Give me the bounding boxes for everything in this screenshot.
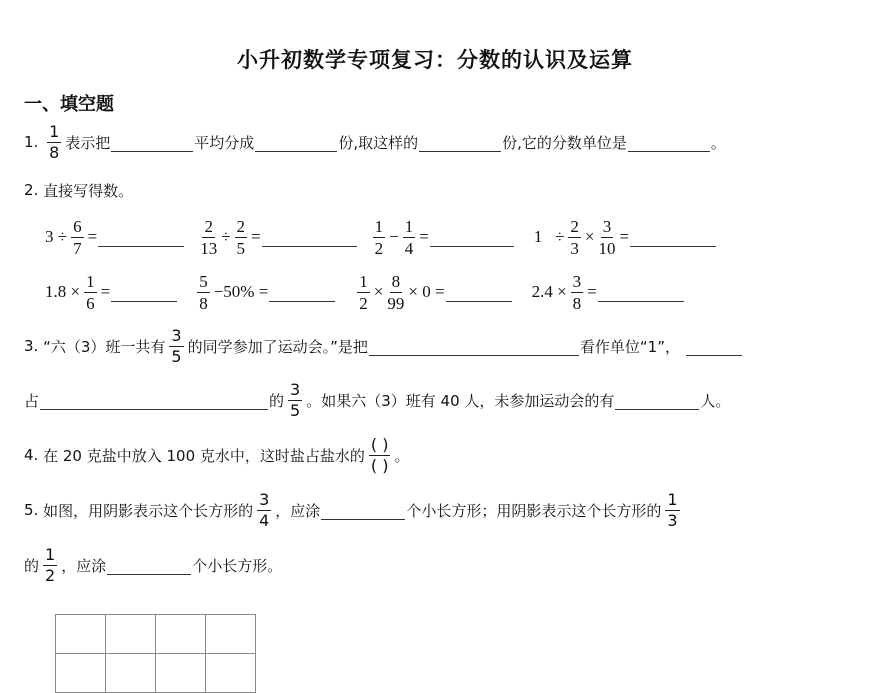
- equals-sign: =: [251, 227, 261, 246]
- q3-text: 的: [269, 391, 285, 410]
- section-heading: 一、填空题: [24, 94, 114, 115]
- q2-number: 2.: [24, 181, 39, 199]
- fraction: $\frac{2}{3}$: [570, 216, 579, 258]
- q2-row-1: [45, 217, 717, 257]
- q5-fraction: $\frac{1}{3}$: [667, 489, 678, 530]
- q1-text: 份,取这样的: [338, 133, 419, 152]
- fraction: $\frac{1}{2}$: [359, 271, 368, 313]
- answer-blank[interactable]: [269, 283, 335, 302]
- q1-blank-3[interactable]: [419, 133, 501, 152]
- operator: ×: [584, 227, 595, 246]
- q3-blank-4[interactable]: [615, 391, 699, 410]
- question-3-cont: [24, 380, 730, 420]
- q5-text: 个小长方形；用阴影表示这个长方形的: [406, 501, 662, 520]
- expr-text: × 0: [408, 282, 431, 301]
- equals-sign: =: [87, 227, 98, 246]
- q3-fraction: $\frac{3}{5}$: [171, 325, 182, 366]
- grid-cell[interactable]: [56, 615, 106, 654]
- q5-text: 如图，用阴影表示这个长方形的: [43, 501, 254, 520]
- fraction: $\frac{1}{4}$: [404, 216, 414, 258]
- document-title: 小升初数学专项复习：分数的认识及运算: [237, 48, 633, 72]
- question-5-cont: [24, 545, 282, 585]
- fraction: $\frac{2}{5}$: [236, 216, 246, 258]
- q4-text: 在 20 克盐中放入 100 克水中，这时盐占盐水的: [43, 446, 365, 465]
- grid-cell[interactable]: [206, 615, 256, 654]
- answer-blank[interactable]: [98, 228, 184, 247]
- q1-blank-2[interactable]: [255, 133, 337, 152]
- equals-sign: =: [419, 227, 429, 246]
- equals-sign: =: [434, 282, 445, 301]
- q3-text: 占: [24, 391, 40, 410]
- operator: ÷: [221, 227, 231, 246]
- expr-text: 3 ÷: [45, 227, 68, 246]
- expr-text: −50%: [213, 282, 255, 301]
- q1-text: 。: [710, 133, 726, 152]
- grid-row: [56, 615, 256, 654]
- q2-prompt: 直接写得数。: [43, 181, 134, 200]
- q1-blank-4[interactable]: [628, 133, 710, 152]
- q5-text: ，应涂: [275, 501, 321, 520]
- q3-blank-2[interactable]: [686, 337, 742, 356]
- expr-text: 1: [533, 227, 543, 246]
- equals-sign: =: [100, 282, 111, 301]
- equals-sign: =: [587, 282, 597, 301]
- q5-number: 5.: [24, 501, 39, 519]
- operator: ÷: [555, 227, 565, 246]
- fraction: $\frac{2}{13}$: [200, 216, 218, 258]
- q5-text: ，应涂: [61, 556, 107, 575]
- q4-number: 4.: [24, 446, 39, 464]
- fraction: $\frac{5}{8}$: [199, 271, 208, 313]
- answer-blank[interactable]: [446, 283, 512, 302]
- grid-cell[interactable]: [56, 654, 106, 693]
- q3-text: “六（3）班一共有: [43, 337, 166, 356]
- question-5: [24, 490, 684, 530]
- q4-text: 。: [394, 446, 410, 465]
- q3-number: 3.: [24, 337, 39, 355]
- expr-text: 1.8 ×: [45, 282, 81, 301]
- answer-blank[interactable]: [262, 228, 357, 247]
- answer-blank[interactable]: [430, 228, 514, 247]
- grid-cell[interactable]: [206, 654, 256, 693]
- fraction: $\frac{1}{2}$: [374, 216, 384, 258]
- q3-text: 。如果六（3）班有 40 人，未参加运动会的有: [306, 391, 615, 410]
- operator: ×: [373, 282, 384, 301]
- fraction: $\frac{8}{99}$: [387, 271, 405, 313]
- q3-blank-3[interactable]: [40, 391, 268, 410]
- rectangle-grid-figure: [55, 614, 256, 693]
- question-3: [24, 326, 743, 366]
- fraction: $\frac{3}{8}$: [572, 271, 582, 313]
- q5-fraction: $\frac{3}{4}$: [259, 489, 270, 530]
- answer-blank[interactable]: [111, 283, 177, 302]
- q5-fraction: $\frac{1}{2}$: [45, 544, 56, 585]
- grid-cell[interactable]: [156, 615, 206, 654]
- question-2: [24, 170, 133, 210]
- question-4: [24, 435, 409, 475]
- equals-sign: =: [619, 227, 630, 246]
- q3-text: 人。: [700, 391, 731, 410]
- question-1: [24, 122, 726, 162]
- q5-blank-2[interactable]: [107, 556, 191, 575]
- q1-text: 平均分成: [194, 133, 255, 152]
- fraction: $\frac{1}{6}$: [86, 271, 95, 313]
- q1-blank-1[interactable]: [111, 133, 193, 152]
- q1-text: 表示把: [65, 133, 111, 152]
- grid-cell[interactable]: [106, 654, 156, 693]
- grid-cell[interactable]: [106, 615, 156, 654]
- q5-blank-1[interactable]: [321, 501, 405, 520]
- q3-fraction: $\frac{3}{5}$: [290, 379, 301, 420]
- expr-text: 2.4 ×: [531, 282, 567, 301]
- grid-row: [56, 654, 256, 693]
- q3-text: 看作单位“1”，: [579, 337, 680, 356]
- q4-answer-fraction[interactable]: $\frac{( )}{( )}$: [370, 434, 389, 475]
- fraction: $\frac{3}{10}$: [598, 216, 616, 258]
- answer-blank[interactable]: [630, 228, 716, 247]
- q3-text: 的同学参加了运动会。”是把: [187, 337, 368, 356]
- grid-cell[interactable]: [156, 654, 206, 693]
- fraction: $\frac{6}{7}$: [73, 216, 82, 258]
- equals-sign: =: [258, 282, 269, 301]
- q3-blank-1[interactable]: [369, 337, 579, 356]
- answer-blank[interactable]: [598, 283, 684, 302]
- q1-fraction: $\frac{1}{8}$: [49, 121, 60, 162]
- q5-text: 个小长方形。: [192, 556, 283, 575]
- q1-number: 1.: [24, 133, 39, 151]
- q5-text: 的: [24, 556, 40, 575]
- q2-row-2: [45, 272, 685, 312]
- operator: −: [389, 227, 399, 246]
- q1-text: 份,它的分数单位是: [502, 133, 627, 152]
